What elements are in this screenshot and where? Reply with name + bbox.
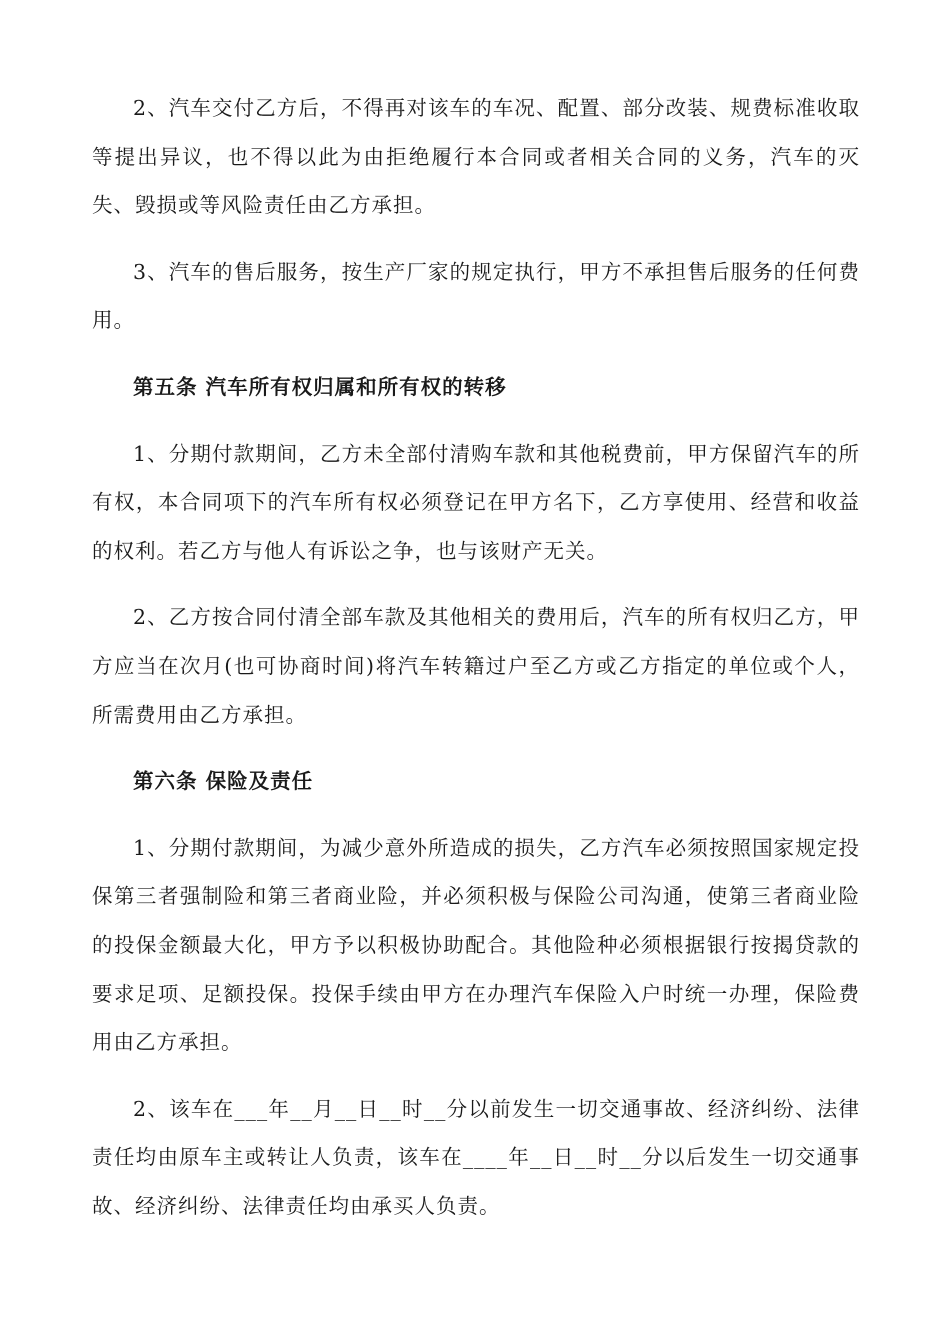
clause-4-item-3: 3、汽车的售后服务，按生产厂家的规定执行，甲方不承担售后服务的任何费用。	[92, 259, 860, 333]
clause-6-item-1: 1、分期付款期间，为减少意外所造成的损失，乙方汽车必须按照国家规定投保第三者强制险和第三者商业险，并必须积极与保险公司沟通，使第三者商业险的投保金额最大化，甲方予以积极协助配合。其他险种必须根据银行按揭贷款的要求足项、足额投保。投保手续由甲方在办理汽车保险入户时统一办理，保险费用由乙方承担。	[92, 835, 860, 1055]
clause-5-heading: 第五条 汽车所有权归属和所有权的转移	[133, 374, 507, 399]
clause-5-item-2: 2、乙方按合同付清全部车款及其他相关的费用后，汽车的所有权归乙方，甲方应当在次月(也可协商时间)将汽车转籍过户至乙方或乙方指定的单位或个人，所需费用由乙方承担。	[92, 605, 860, 727]
document-page	[92, 84, 860, 1248]
clause-6-item-2: 2、该车在___年__月__日__时__分以前发生一切交通事故、经济纠纷、法律责任均由原车主或转让人负责，该车在____年__日__时__分以后发生一切交通事故、经济纠纷、法律责任均由承买人负责。	[92, 1096, 860, 1218]
clause-5-item-1: 1、分期付款期间，乙方未全部付清购车款和其他税费前，甲方保留汽车的所有权，本合同项下的汽车所有权必须登记在甲方名下，乙方享使用、经营和收益的权利。若乙方与他人有诉讼之争，也与该财产无关。	[92, 441, 860, 563]
clause-6-heading: 第六条 保险及责任	[133, 769, 314, 794]
clause-4-item-2: 2、汽车交付乙方后，不得再对该车的车况、配置、部分改装、规费标准收取等提出异议，也不得以此为由拒绝履行本合同或者相关合同的义务，汽车的灭失、毁损或等风险责任由乙方承担。	[92, 96, 860, 218]
